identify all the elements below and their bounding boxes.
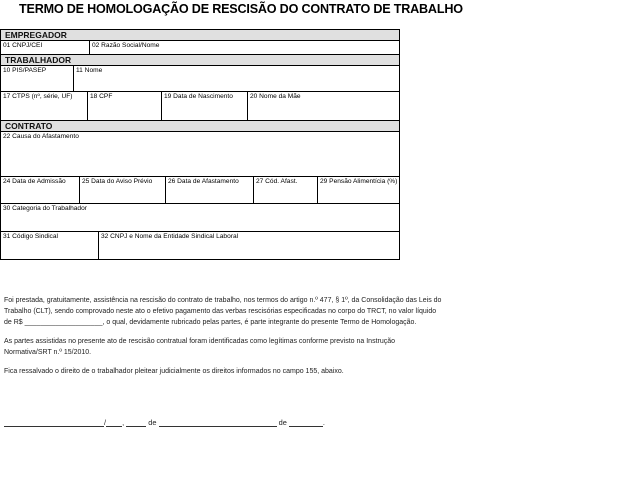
section-header-empregador: EMPREGADOR	[0, 29, 400, 40]
field-nome[interactable]: 11 Nome	[73, 66, 399, 91]
field-categoria-trabalhador[interactable]: 30 Categoria do Trabalhador	[3, 205, 87, 212]
paragraph-identification-line-1: As partes assistidas no presente ato de rescisão contratual foram identificadas como legítimas conforme previsto na Instrução	[4, 338, 396, 345]
separator-comma: ,	[122, 418, 125, 427]
paragraph-assistance-line-3: de R$ ____________________, o qual, devidamente rubricado pelas partes, é parte integrante do presente Termo de Homologação.	[4, 319, 417, 326]
word-de-2: de	[278, 418, 287, 427]
field-cod-afast[interactable]: 27 Cód. Afast.	[253, 177, 317, 203]
field-data-aviso-previo[interactable]: 25 Data do Aviso Prévio	[79, 177, 165, 203]
document-title: TERMO DE HOMOLOGAÇÃO DE RESCISÃO DO CONTRATO DE TRABALHO	[19, 2, 463, 16]
paragraph-reservation: Fica ressalvado o direito de o trabalhador pleitear judicialmente os direitos informados no campo 155, abaixo.	[4, 368, 344, 375]
separator-slash: /	[104, 418, 107, 427]
field-razao-social[interactable]: 02 Razão Social/Nome	[89, 41, 399, 54]
place-blank[interactable]	[4, 417, 107, 427]
field-causa-afastamento[interactable]: 22 Causa do Afastamento	[3, 133, 79, 140]
row-contrato-4	[0, 231, 400, 260]
field-data-nascimento[interactable]: 19 Data de Nascimento	[161, 92, 247, 120]
period: .	[322, 418, 325, 427]
place-date-line	[4, 417, 325, 427]
field-codigo-sindical[interactable]: 31 Código Sindical	[3, 233, 58, 240]
paragraph-assistance	[4, 295, 604, 328]
word-de-1: de	[148, 418, 157, 427]
paragraph-assistance-line-1: Foi prestada, gratuitamente, assistência na rescisão do contrato de trabalho, nos termos do artigo n.º 477, § 1º, da Consolidação das Leis do	[4, 297, 442, 304]
field-entidade-sindical[interactable]: 32 CNPJ e Nome da Entidade Sindical Laboral	[98, 232, 399, 259]
row-trabalhador-2	[0, 91, 400, 120]
field-data-afastamento[interactable]: 26 Data de Afastamento	[165, 177, 253, 203]
paragraph-identification-line-2: Normativa/SRT n.º 15/2010.	[4, 349, 92, 356]
field-nome-mae[interactable]: 20 Nome da Mãe	[247, 92, 399, 120]
field-pis-pasep[interactable]: 10 PIS/PASEP	[3, 67, 47, 74]
field-cpf[interactable]: 18 CPF	[87, 92, 161, 120]
row-contrato-3	[0, 203, 400, 231]
paragraph-assistance-line-2: Trabalho (CLT), sendo comprovado neste ato o efetivo pagamento das verbas rescisórias especificadas no corpo do TRCT, no valor líquido	[4, 308, 437, 315]
row-contrato-2	[0, 176, 400, 203]
field-data-admissao[interactable]: 24 Data de Admissão	[3, 178, 66, 185]
row-contrato-1	[0, 131, 400, 176]
uf-blank[interactable]	[106, 417, 125, 427]
section-header-trabalhador: TRABALHADOR	[0, 54, 400, 65]
month-blank[interactable]	[159, 417, 277, 427]
field-ctps[interactable]: 17 CTPS (nº, série, UF)	[3, 93, 73, 100]
field-cnpj-cei[interactable]: 01 CNPJ/CEI	[3, 42, 43, 49]
paragraph-identification	[4, 336, 604, 358]
row-trabalhador-1	[0, 65, 400, 91]
section-header-contrato: CONTRATO	[0, 120, 400, 131]
day-blank[interactable]	[126, 417, 146, 427]
homologation-text	[4, 295, 604, 385]
form-table	[0, 29, 400, 260]
year-blank[interactable]	[289, 417, 323, 427]
field-pensao-alimenticia[interactable]: 29 Pensão Alimentícia (%)	[317, 177, 399, 203]
row-empregador	[0, 40, 400, 54]
